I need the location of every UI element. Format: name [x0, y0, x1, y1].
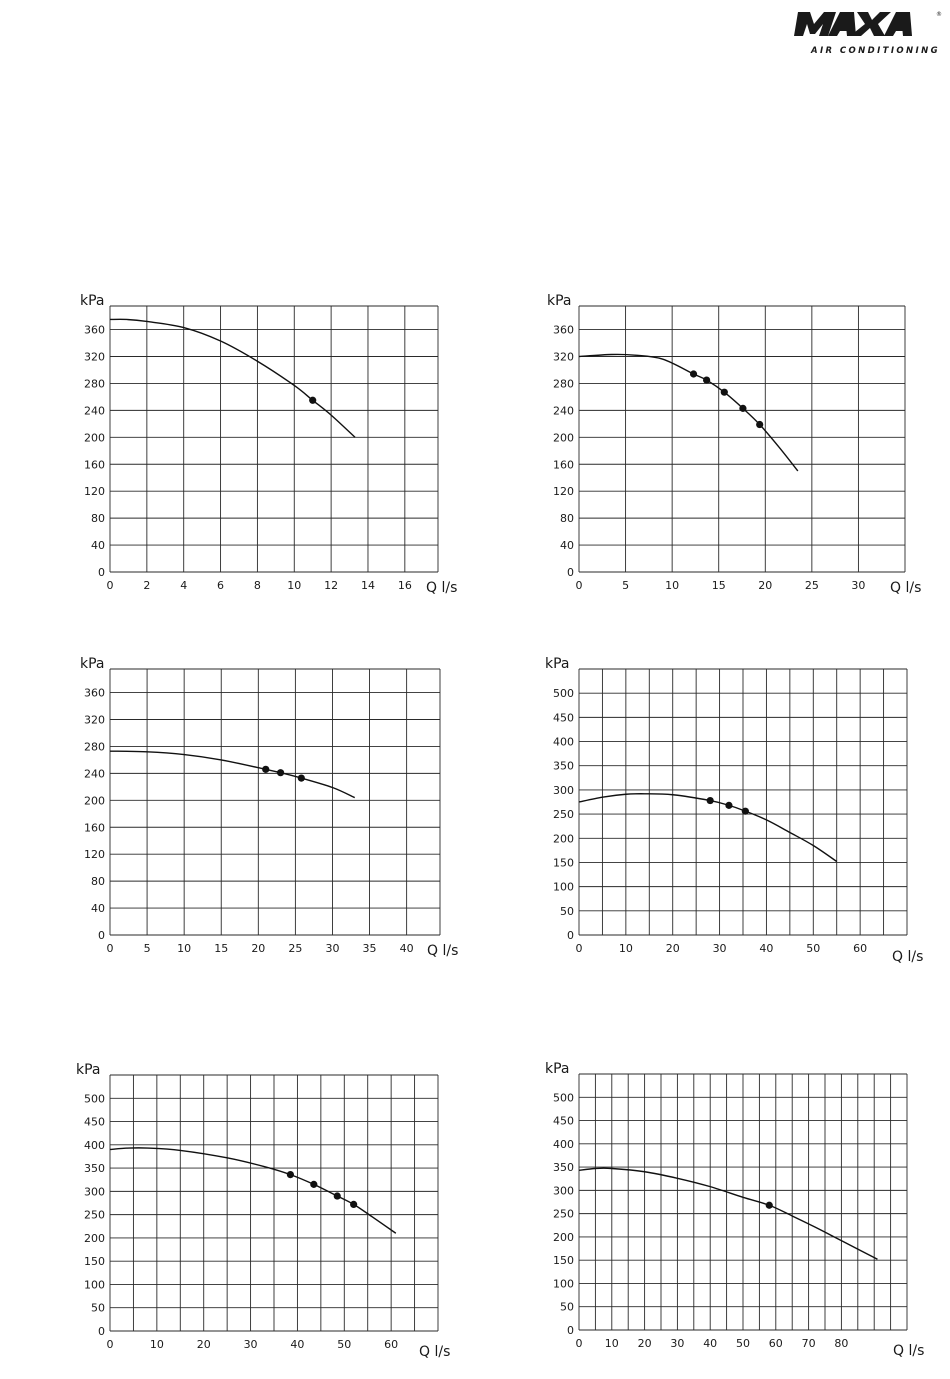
- operating-point: [287, 1171, 294, 1178]
- y-tick-label: 50: [560, 1300, 574, 1314]
- y-tick-label: 0: [567, 566, 574, 579]
- x-axis-label: Q l/s: [426, 580, 458, 596]
- pump-chart-4-svg: [535, 656, 935, 969]
- y-tick-label: 400: [553, 1137, 574, 1151]
- x-axis-label: Q l/s: [893, 1343, 925, 1359]
- y-tick-label: 200: [553, 1230, 574, 1244]
- y-tick-label: 100: [553, 1277, 574, 1291]
- pump-chart-5-svg: [72, 1062, 462, 1372]
- y-axis-label: kPa: [76, 1062, 101, 1078]
- x-tick-label: 10: [149, 1338, 164, 1351]
- x-tick-label: 15: [711, 579, 726, 592]
- y-tick-label: 80: [91, 875, 105, 889]
- y-axis-label: kPa: [80, 656, 105, 672]
- x-tick-label: 0: [575, 1337, 583, 1350]
- y-tick-label: 80: [560, 512, 574, 526]
- operating-point: [703, 376, 710, 383]
- pump-chart-5: [72, 1062, 462, 1372]
- y-tick-label: 250: [553, 808, 574, 822]
- y-tick-label: 150: [553, 1254, 574, 1268]
- y-tick-label: 280: [553, 377, 574, 391]
- x-tick-label: 40: [759, 942, 774, 955]
- x-tick-label: 4: [180, 579, 188, 592]
- pump-chart-6: [535, 1062, 940, 1372]
- y-axis-label: kPa: [545, 656, 570, 672]
- y-tick-label: 200: [553, 832, 574, 846]
- y-axis-label: kPa: [545, 1061, 570, 1077]
- y-tick-label: 360: [84, 686, 105, 700]
- pump-chart-6-svg: [535, 1062, 940, 1372]
- x-tick-label: 20: [758, 579, 773, 592]
- x-tick-label: 60: [853, 942, 868, 955]
- x-tick-label: 10: [618, 942, 633, 955]
- operating-point: [277, 769, 284, 776]
- x-tick-label: 30: [670, 1337, 685, 1350]
- x-tick-label: 2: [143, 579, 151, 592]
- y-tick-label: 400: [553, 735, 574, 749]
- y-tick-label: 150: [553, 856, 574, 870]
- y-tick-label: 100: [84, 1278, 105, 1292]
- x-tick-label: 5: [622, 579, 630, 592]
- y-tick-label: 50: [91, 1301, 105, 1315]
- x-tick-label: 6: [217, 579, 225, 592]
- x-tick-label: 10: [177, 942, 192, 955]
- x-tick-label: 0: [106, 1338, 114, 1351]
- x-tick-label: 60: [768, 1337, 783, 1350]
- x-tick-label: 40: [399, 942, 414, 955]
- operating-point: [298, 774, 305, 781]
- x-tick-label: 50: [337, 1338, 352, 1351]
- y-tick-label: 40: [91, 539, 105, 553]
- x-tick-label: 30: [712, 942, 727, 955]
- y-tick-label: 0: [567, 929, 574, 942]
- pump-chart-4: [535, 656, 935, 969]
- x-tick-label: 10: [287, 579, 302, 592]
- y-tick-label: 400: [84, 1138, 105, 1152]
- y-tick-label: 450: [553, 1114, 574, 1128]
- operating-point: [707, 797, 714, 804]
- y-tick-label: 200: [84, 431, 105, 445]
- y-tick-label: 360: [84, 323, 105, 337]
- x-tick-label: 30: [325, 942, 340, 955]
- x-tick-label: 20: [665, 942, 680, 955]
- pump-chart-2-svg: [545, 294, 935, 604]
- x-tick-label: 0: [106, 942, 114, 955]
- y-tick-label: 0: [567, 1324, 574, 1337]
- x-axis-label: Q l/s: [427, 943, 459, 959]
- y-tick-label: 320: [84, 713, 105, 727]
- y-tick-label: 280: [84, 740, 105, 754]
- y-tick-label: 40: [560, 539, 574, 553]
- x-tick-label: 50: [806, 942, 821, 955]
- pump-curve-line: [579, 794, 837, 862]
- y-tick-label: 160: [84, 458, 105, 472]
- y-tick-label: 120: [553, 485, 574, 499]
- x-tick-label: 70: [801, 1337, 816, 1350]
- pump-chart-1: [78, 294, 468, 604]
- x-tick-label: 14: [360, 579, 375, 592]
- y-tick-label: 350: [553, 1161, 574, 1175]
- operating-point: [690, 370, 697, 377]
- y-tick-label: 450: [553, 711, 574, 725]
- x-tick-label: 0: [575, 579, 583, 592]
- x-tick-label: 50: [736, 1337, 750, 1350]
- x-tick-label: 0: [106, 579, 114, 592]
- y-tick-label: 500: [84, 1092, 105, 1106]
- y-tick-label: 40: [91, 902, 105, 916]
- y-tick-label: 320: [553, 350, 574, 364]
- operating-point: [739, 405, 746, 412]
- maxa-logo-icon: [790, 10, 940, 38]
- y-tick-label: 360: [553, 323, 574, 337]
- x-tick-label: 40: [703, 1337, 718, 1350]
- y-tick-label: 240: [553, 404, 574, 418]
- y-tick-label: 280: [84, 377, 105, 391]
- x-tick-label: 40: [290, 1338, 305, 1351]
- x-tick-label: 16: [397, 579, 412, 592]
- operating-point: [310, 1181, 317, 1188]
- x-tick-label: 35: [362, 942, 377, 955]
- x-tick-label: 10: [665, 579, 680, 592]
- operating-point: [766, 1202, 773, 1209]
- operating-point: [742, 808, 749, 815]
- x-tick-label: 5: [143, 942, 151, 955]
- y-tick-label: 160: [84, 821, 105, 835]
- pump-curve-line: [110, 1148, 396, 1233]
- y-tick-label: 80: [91, 512, 105, 526]
- y-tick-label: 200: [84, 794, 105, 808]
- x-tick-label: 8: [253, 579, 261, 592]
- x-tick-label: 30: [851, 579, 866, 592]
- brand-tagline: AIR CONDITIONING: [811, 46, 940, 56]
- y-tick-label: 100: [553, 880, 574, 894]
- y-tick-label: 320: [84, 350, 105, 364]
- y-tick-label: 150: [84, 1255, 105, 1269]
- y-tick-label: 300: [84, 1185, 105, 1199]
- operating-point: [334, 1192, 341, 1199]
- x-tick-label: 15: [214, 942, 229, 955]
- y-tick-label: 500: [553, 1091, 574, 1105]
- operating-point: [725, 802, 732, 809]
- x-tick-label: 20: [196, 1338, 211, 1351]
- x-tick-label: 10: [604, 1337, 619, 1350]
- y-tick-label: 200: [553, 431, 574, 445]
- x-axis-label: Q l/s: [892, 949, 924, 965]
- pump-chart-3: [78, 658, 468, 968]
- y-tick-label: 250: [553, 1207, 574, 1221]
- y-tick-label: 240: [84, 767, 105, 781]
- operating-point: [309, 397, 316, 404]
- y-tick-label: 350: [553, 759, 574, 773]
- y-tick-label: 120: [84, 485, 105, 499]
- x-axis-label: Q l/s: [419, 1344, 451, 1360]
- x-tick-label: 80: [834, 1337, 849, 1350]
- y-tick-label: 300: [553, 1184, 574, 1198]
- y-tick-label: 200: [84, 1231, 105, 1245]
- x-tick-label: 25: [804, 579, 819, 592]
- y-tick-label: 450: [84, 1115, 105, 1129]
- x-tick-label: 20: [251, 942, 266, 955]
- y-tick-label: 50: [560, 904, 574, 918]
- operating-point: [756, 421, 763, 428]
- x-tick-label: 20: [637, 1337, 652, 1350]
- x-tick-label: 12: [324, 579, 339, 592]
- pump-chart-1-svg: [78, 294, 468, 604]
- y-tick-label: 300: [553, 783, 574, 797]
- operating-point: [721, 389, 728, 396]
- y-tick-label: 0: [98, 566, 105, 579]
- y-tick-label: 120: [84, 848, 105, 862]
- x-tick-label: 60: [384, 1338, 399, 1351]
- y-tick-label: 240: [84, 404, 105, 418]
- operating-point: [262, 766, 269, 773]
- x-tick-label: 0: [575, 942, 583, 955]
- y-axis-label: kPa: [547, 293, 572, 309]
- x-tick-label: 30: [243, 1338, 258, 1351]
- x-tick-label: 25: [288, 942, 303, 955]
- y-axis-label: kPa: [80, 293, 105, 309]
- y-tick-label: 0: [98, 1325, 105, 1338]
- trademark-mark: ®: [936, 11, 942, 18]
- y-tick-label: 250: [84, 1208, 105, 1222]
- y-tick-label: 350: [84, 1162, 105, 1176]
- y-tick-label: 500: [553, 687, 574, 701]
- y-tick-label: 160: [553, 458, 574, 472]
- pump-chart-3-svg: [78, 658, 468, 968]
- x-axis-label: Q l/s: [890, 580, 922, 596]
- pump-chart-2: [545, 294, 935, 604]
- brand-logo: [784, 10, 942, 56]
- operating-point: [350, 1201, 357, 1208]
- y-tick-label: 0: [98, 929, 105, 942]
